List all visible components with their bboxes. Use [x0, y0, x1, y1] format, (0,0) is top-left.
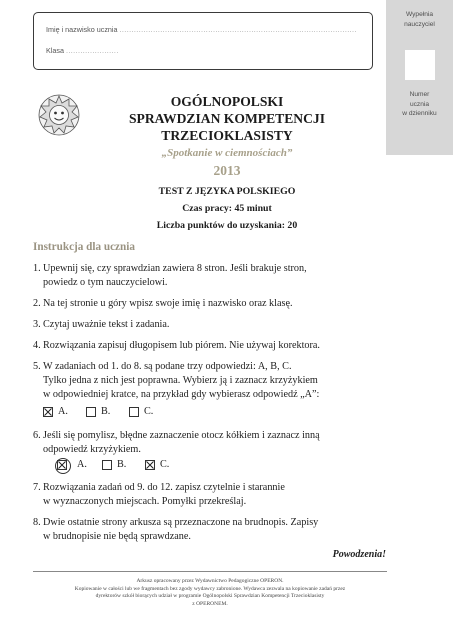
instruction-text: w odpowiedniej kratce, na przykład gdy wybierasz odpowiedź „A”: [43, 388, 320, 400]
teacher-column [386, 0, 453, 155]
instruction-item [33, 429, 378, 457]
answer-label: B. [117, 459, 127, 470]
instruction-item [33, 318, 378, 332]
footer-line: z OPERONEM. [192, 600, 228, 607]
instruction-number: 8. [33, 517, 41, 528]
exam-title-line: SPRAWDZIAN KOMPETENCJI [129, 111, 325, 126]
student-number-box[interactable] [405, 50, 435, 80]
exam-title-line: OGÓLNOPOLSKI [170, 94, 284, 109]
instruction-item [33, 339, 378, 353]
instruction-item [33, 262, 378, 290]
footer-line: Arkusz opracowany przez Wydawnictwo Pedagogiczne OPERON. [136, 578, 284, 584]
instruction-number: 1. [33, 263, 41, 274]
instruction-number: 3. [33, 319, 41, 330]
class-field[interactable] [46, 46, 119, 55]
instruction-item [33, 297, 378, 311]
footer-line: dyrektorów szkół biorących udział w programie Ogólnopolski Sprawdzian Kompetencji Trzecioklasisty [95, 593, 325, 600]
instruction-text: Tylko jedna z nich jest poprawna. Wybierz ją i zaznacz krzyżykiem [43, 374, 318, 386]
instruction-text: powiedz o tym nauczycielowi. [43, 276, 168, 288]
teacher-fill-label [386, 10, 453, 29]
instruction-text: w wyznaczonych miejscach. Pomyłki przekreślaj. [43, 495, 247, 507]
answer-label: A. [58, 406, 68, 417]
instruction-text: w brudnopisie nie będą sprawdzane. [43, 530, 191, 542]
answer-checkbox[interactable] [57, 460, 67, 470]
instruction-text: Dwie ostatnie strony arkusza są przeznaczone na brudnopis. Zapisy [43, 517, 319, 528]
footer-line: Kopiowanie w całości lub we fragmentach bez zgody wydawcy zabronione. Wydawca zezwala na kopiowanie zadań przez [74, 585, 346, 592]
instruction-text: Czytaj uważnie tekst i zadania. [43, 319, 170, 330]
instructions-heading: Instrukcja dla ucznia [33, 241, 135, 253]
student-name-field[interactable] [46, 25, 357, 34]
answer-checkbox[interactable] [43, 407, 53, 417]
instruction-text: Na tej stronie u góry wpisz swoje imię i nazwisko oraz klasę. [43, 298, 293, 309]
instruction-number: 7. [33, 482, 41, 493]
footer-divider [33, 571, 387, 572]
instruction-text: Jeśli się pomylisz, błędne zaznaczenie otocz kółkiem i zaznacz inną [43, 430, 320, 441]
exam-title-line: TRZECIOKLASISTY [161, 128, 293, 143]
teacher-fill-line: Wypełnia [405, 11, 434, 18]
class-label: Klasa [46, 46, 64, 55]
student-number-line: w dzienniku [402, 110, 437, 117]
class-dots: ...................... [65, 46, 119, 55]
exam-year: 2013 [213, 163, 241, 178]
answer-label: B. [101, 406, 111, 417]
exam-subtitle: „Spotkanie w ciemnościach” [161, 147, 293, 159]
instruction-number: 4. [33, 340, 41, 351]
instruction-text: odpowiedź krzyżykiem. [43, 443, 141, 455]
sun-mascot-logo [37, 93, 81, 137]
student-number-line: ucznia [409, 100, 430, 108]
work-time: Czas pracy: 45 minut [182, 203, 272, 214]
instruction-item [33, 481, 378, 509]
max-points: Liczba punktów do uzyskania: 20 [156, 220, 298, 231]
instruction-text: W zadaniach od 1. do 8. są podane trzy odpowiedzi: A, B, C. [43, 361, 292, 372]
answer-checkbox[interactable] [129, 407, 139, 417]
instruction-text: Rozwiązania zapisuj długopisem lub piórem. Nie używaj korektora. [43, 340, 320, 351]
answer-checkbox[interactable] [145, 460, 155, 470]
answer-label: C. [144, 406, 154, 417]
answer-checkbox[interactable] [86, 407, 96, 417]
instruction-text: Upewnij się, czy sprawdzian zawiera 8 stron. Jeśli brakuje stron, [43, 263, 307, 274]
good-luck-text: Powodzenia! [332, 549, 386, 560]
instruction-item [33, 360, 378, 401]
teacher-fill-line: nauczyciel [404, 20, 435, 28]
answer-checkbox[interactable] [102, 460, 112, 470]
student-name-dots: ................................................................................................... [119, 25, 357, 34]
instruction-number: 2. [33, 298, 41, 309]
student-number-label [386, 90, 453, 119]
instruction-number: 6. [33, 430, 41, 441]
student-name-label: Imię i nazwisko ucznia [46, 25, 118, 34]
test-title: TEST Z JĘZYKA POLSKIEGO [158, 186, 296, 197]
circled-mark-icon [55, 458, 71, 474]
answer-label: C. [160, 459, 170, 470]
footer-notice [68, 578, 352, 608]
cross-mark-icon [44, 408, 52, 416]
instruction-item [33, 516, 378, 544]
exam-title [98, 93, 356, 144]
student-info-box [33, 12, 373, 70]
instruction-text: Rozwiązania zadań od 9. do 12. zapisz czytelnie i starannie [43, 482, 285, 493]
answer-label: A. [77, 459, 87, 470]
instruction-number: 5. [33, 361, 41, 372]
student-number-line: Numer [409, 91, 430, 98]
cross-mark-icon [146, 461, 154, 469]
